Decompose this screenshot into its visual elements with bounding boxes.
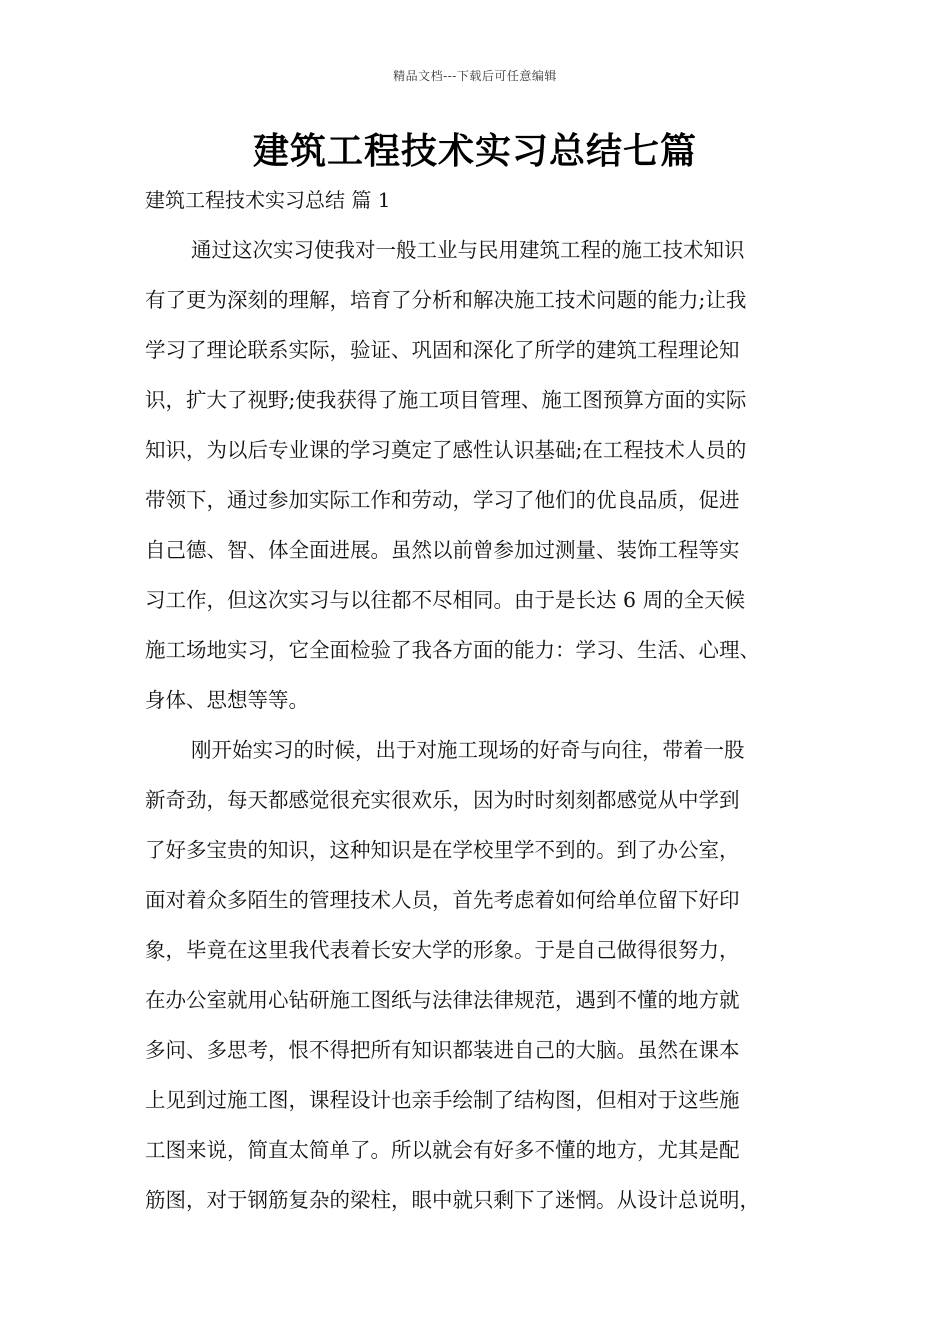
paragraph-line: 学习了理论联系实际，验证、巩固和深化了所学的建筑工程理论知 (145, 338, 740, 362)
paragraph-1 (145, 225, 825, 725)
paragraph-line: 身体、思想等等。 (145, 688, 309, 712)
paragraph-line: 带领下，通过参加实际工作和劳动，学习了他们的优良品质，促进 (145, 488, 740, 512)
paragraph-line: 刚开始实习的时候，出于对施工现场的好奇与向往，带着一股 (191, 738, 745, 762)
paragraph-line: 识，扩大了视野;使我获得了施工项目管理、施工图预算方面的实际 (145, 388, 747, 412)
paragraph-line: 有了更为深刻的理解，培育了分析和解决施工技术问题的能力;让我 (145, 288, 747, 312)
paragraph-line: 习工作，但这次实习与以往都不尽相同。由于是长达 6 周的全天候 (145, 588, 746, 612)
paragraph-line: 施工场地实习，它全面检验了我各方面的能力：学习、生活、心理、 (145, 638, 760, 662)
paragraph-line: 上见到过施工图，课程设计也亲手绘制了结构图，但相对于这些施 (145, 1088, 740, 1112)
paragraph-line: 在办公室就用心钻研施工图纸与法律法律规范，遇到不懂的地方就 (145, 988, 740, 1012)
paragraph-line: 自己德、智、体全面进展。虽然以前曾参加过测量、装饰工程等实 (145, 538, 740, 562)
paragraph-line: 多问、多思考，恨不得把所有知识都装进自己的大脑。虽然在课本 (145, 1038, 740, 1062)
document-title: 建筑工程技术实习总结七篇 (252, 131, 697, 172)
paragraph-line: 了好多宝贵的知识，这种知识是在学校里学不到的。到了办公室， (145, 838, 740, 862)
paragraph-line: 知识，为以后专业课的学习奠定了感性认识基础;在工程技术人员的 (145, 438, 747, 462)
paragraph-line: 面对着众多陌生的管理技术人员，首先考虑着如何给单位留下好印 (145, 888, 740, 912)
header-note: 精品文档---下载后可任意编辑 (393, 69, 557, 83)
paragraph-line: 象，毕竟在这里我代表着长安大学的形象。于是自己做得很努力， (145, 938, 740, 962)
paragraph-line: 通过这次实习使我对一般工业与民用建筑工程的施工技术知识 (191, 238, 745, 262)
paragraph-line: 筋图，对于钢筋复杂的梁柱，眼中就只剩下了迷惘。从设计总说明， (145, 1188, 760, 1212)
paragraph-line: 工图来说，简直太简单了。所以就会有好多不懂的地方，尤其是配 (145, 1138, 740, 1162)
paragraph-2 (145, 725, 825, 1225)
section-heading: 建筑工程技术实习总结 篇 1 (145, 188, 391, 212)
paragraph-line: 新奇劲，每天都感觉很充实很欢乐，因为时时刻刻都感觉从中学到 (145, 788, 740, 812)
